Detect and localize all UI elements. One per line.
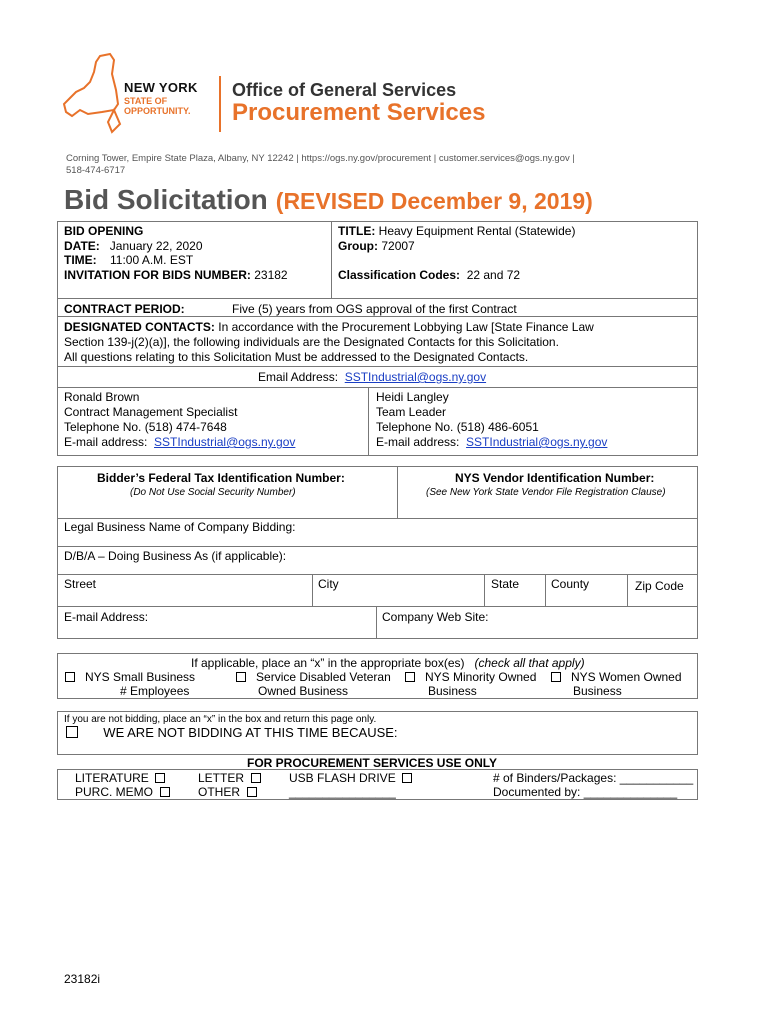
ifb-number: INVITATION FOR BIDS NUMBER: 23182: [64, 268, 288, 282]
solicitation-title: TITLE: Heavy Equipment Rental (Statewide): [338, 224, 576, 238]
literature-option: LITERATURE: [75, 771, 165, 785]
bid-date: DATE: January 22, 2020: [64, 239, 203, 253]
not-bidding-option: WE ARE NOT BIDDING AT THIS TIME BECAUSE:: [66, 726, 398, 740]
designated-contacts-line2: Section 139-j(2)(a)], the following individuals are the Designated Contacts for this Solicitation.: [64, 335, 559, 349]
ny-wordmark: NEW YORK: [124, 80, 198, 95]
procurement-use-heading: FOR PROCUREMENT SERVICES USE ONLY: [247, 756, 498, 770]
contact-email-row: Email Address: SSTIndustrial@ogs.ny.gov: [258, 370, 487, 384]
city-label: City: [318, 577, 339, 591]
designated-contacts-line3: All questions relating to this Solicitation Must be addressed to the Designated Contacts.: [64, 350, 529, 364]
purc-memo-option: PURC. MEMO: [75, 785, 170, 799]
vendor-id-label: NYS Vendor Identification Number:: [455, 471, 655, 485]
other-blank: ________________: [289, 785, 396, 799]
small-business-checkbox[interactable]: [65, 672, 75, 682]
literature-checkbox[interactable]: [155, 773, 165, 783]
usb-checkbox[interactable]: [402, 773, 412, 783]
website-label: Company Web Site:: [382, 610, 489, 624]
contact-1-email: E-mail address: SSTIndustrial@ogs.ny.gov: [64, 435, 296, 449]
state-label: State: [491, 577, 520, 591]
contact-email-link[interactable]: SSTIndustrial@ogs.ny.gov: [344, 370, 487, 384]
binders-count: # of Binders/Packages: ___________: [493, 771, 694, 785]
purc-memo-checkbox[interactable]: [160, 787, 170, 797]
legal-name-label: Legal Business Name of Company Bidding:: [64, 520, 296, 534]
contact-2-email: E-mail address: SSTIndustrial@ogs.ny.gov: [376, 435, 608, 449]
group-number: Group: 72007: [338, 239, 415, 253]
mbe-line2: Business: [428, 684, 477, 698]
ny-tagline: STATE OF OPPORTUNITY.: [124, 96, 191, 116]
contact-2-phone: Telephone No. (518) 486-6051: [376, 420, 539, 434]
page-title: [64, 184, 593, 216]
not-bidding-instruction: If you are not bidding, place an “x” in the box and return this page only.: [64, 714, 377, 725]
tax-id-note: (Do Not Use Social Security Number): [130, 487, 296, 498]
org-name: Office of General Services: [232, 80, 457, 100]
letter-option: LETTER: [198, 771, 261, 785]
letter-checkbox[interactable]: [251, 773, 261, 783]
logo-divider: [219, 76, 221, 132]
mbe-option: NYS Minority Owned: [405, 670, 536, 684]
mbe-checkbox[interactable]: [405, 672, 415, 682]
contact-2-role: Team Leader: [376, 405, 447, 419]
vendor-id-note: (See New York State Vendor File Registration Clause): [426, 487, 666, 498]
new-york-state-map-icon: [62, 52, 122, 144]
bid-opening-heading: BID OPENING: [64, 224, 144, 238]
other-checkbox[interactable]: [247, 787, 257, 797]
contact-1-name: Ronald Brown: [64, 390, 140, 404]
contact-2-email-link[interactable]: SSTIndustrial@ogs.ny.gov: [466, 435, 608, 449]
contact-1-phone: Telephone No. (518) 474-7648: [64, 420, 227, 434]
tax-id-label: Bidder’s Federal Tax Identification Number:: [97, 471, 345, 485]
street-label: Street: [64, 577, 97, 591]
dba-label: D/B/A – Doing Business As (if applicable):: [64, 549, 287, 563]
email-label: E-mail Address:: [64, 610, 149, 624]
classification-codes: Classification Codes: 22 and 72: [338, 268, 521, 282]
small-business-option: NYS Small Business: [65, 670, 195, 684]
bid-time: TIME: 11:00 A.M. EST: [64, 253, 194, 267]
footer-code: 23182i: [64, 972, 101, 986]
sdv-option: Service Disabled Veteran: [236, 670, 391, 684]
contract-period-value: Five (5) years from OGS approval of the first Contract: [232, 302, 517, 316]
zip-label: Zip Code: [635, 579, 684, 593]
sdv-checkbox[interactable]: [236, 672, 246, 682]
wbe-checkbox[interactable]: [551, 672, 561, 682]
doc-revision: (REVISED December 9, 2019): [275, 188, 593, 214]
county-label: County: [551, 577, 590, 591]
small-business-employees: # Employees: [120, 684, 190, 698]
not-bidding-checkbox[interactable]: [66, 726, 78, 738]
designated-contacts-line1: DESIGNATED CONTACTS: In accordance with the Procurement Lobbying Law [State Finance Law: [64, 320, 594, 334]
usb-option: USB FLASH DRIVE: [289, 771, 412, 785]
business-type-instruction: If applicable, place an “x” in the appropriate box(es) (check all that apply): [191, 656, 585, 670]
wbe-option: NYS Women Owned: [551, 670, 682, 684]
org-division: Procurement Services: [232, 99, 486, 126]
contact-1-email-link[interactable]: SSTIndustrial@ogs.ny.gov: [154, 435, 296, 449]
header-address: Corning Tower, Empire State Plaza, Albany, NY 12242 | https://ogs.ny.gov/procurement | customer.services@ogs.ny.gov | 518-474-6717: [66, 153, 575, 176]
other-option: OTHER: [198, 785, 257, 799]
sdv-line2: Owned Business: [258, 684, 349, 698]
contact-2-name: Heidi Langley: [376, 390, 449, 404]
documented-by: Documented by: ______________: [493, 785, 678, 799]
contact-1-role: Contract Management Specialist: [64, 405, 238, 419]
doc-title: Bid Solicitation: [64, 184, 268, 215]
contract-period-label: CONTRACT PERIOD:: [64, 302, 185, 316]
wbe-line2: Business: [573, 684, 622, 698]
